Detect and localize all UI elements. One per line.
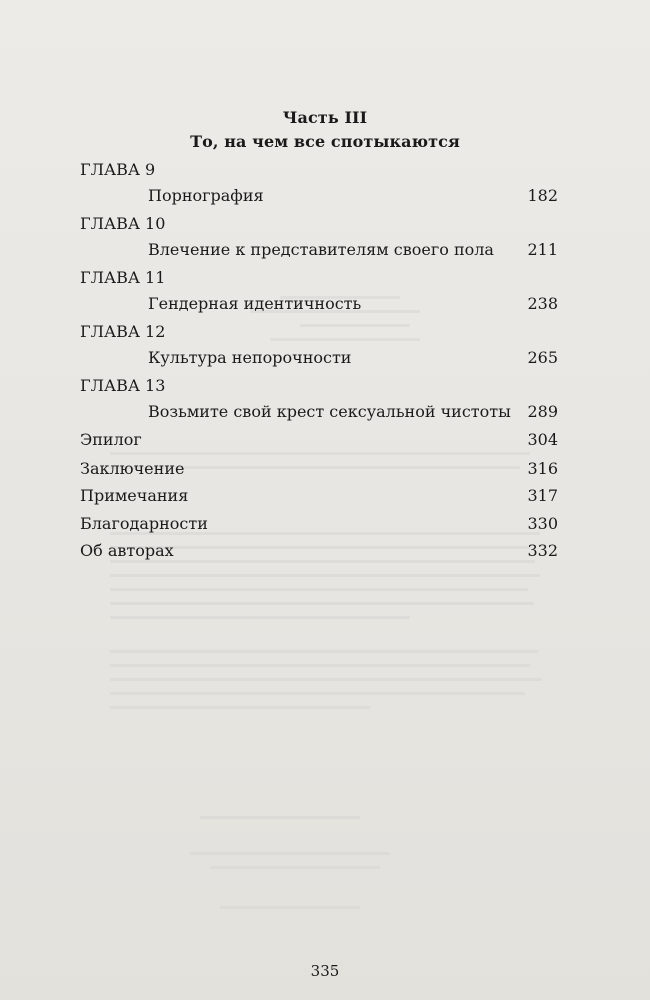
- page-number: 330: [527, 514, 558, 533]
- page-number: 211: [527, 240, 558, 259]
- toc-entry-title: Благодарности: [80, 514, 208, 533]
- chapter-label: ГЛАВА 12: [80, 322, 166, 341]
- chapter-label: ГЛАВА 11: [80, 268, 166, 287]
- chapter-title: Порнография: [148, 186, 264, 205]
- page-number: 317: [527, 486, 558, 505]
- page-number: 289: [527, 402, 558, 421]
- part-subtitle: То, на чем все спотыкаются: [190, 132, 460, 151]
- chapter-label: ГЛАВА 10: [80, 214, 166, 233]
- chapter-label: ГЛАВА 9: [80, 160, 156, 179]
- chapter-title: Культура непорочности: [148, 348, 352, 367]
- toc-entry-title: Об авторах: [80, 541, 174, 560]
- chapter-title: Влечение к представителям своего пола: [148, 240, 494, 259]
- page-number: 182: [527, 186, 558, 205]
- toc-entry-title: Заключение: [80, 459, 185, 478]
- page-folio: 335: [310, 962, 340, 980]
- page-number: 332: [527, 541, 558, 560]
- page-number: 304: [527, 430, 558, 449]
- part-title: Часть III: [282, 108, 368, 127]
- toc-entry-title: Примечания: [80, 486, 189, 505]
- page-number: 265: [527, 348, 558, 367]
- chapter-label: ГЛАВА 13: [80, 376, 166, 395]
- page-number: 316: [527, 459, 558, 478]
- chapter-title: Возьмите свой крест сексуальной чистоты: [148, 402, 511, 421]
- toc-entry-title: Эпилог: [80, 430, 142, 449]
- page-number: 238: [527, 294, 558, 313]
- chapter-title: Гендерная идентичность: [148, 294, 362, 313]
